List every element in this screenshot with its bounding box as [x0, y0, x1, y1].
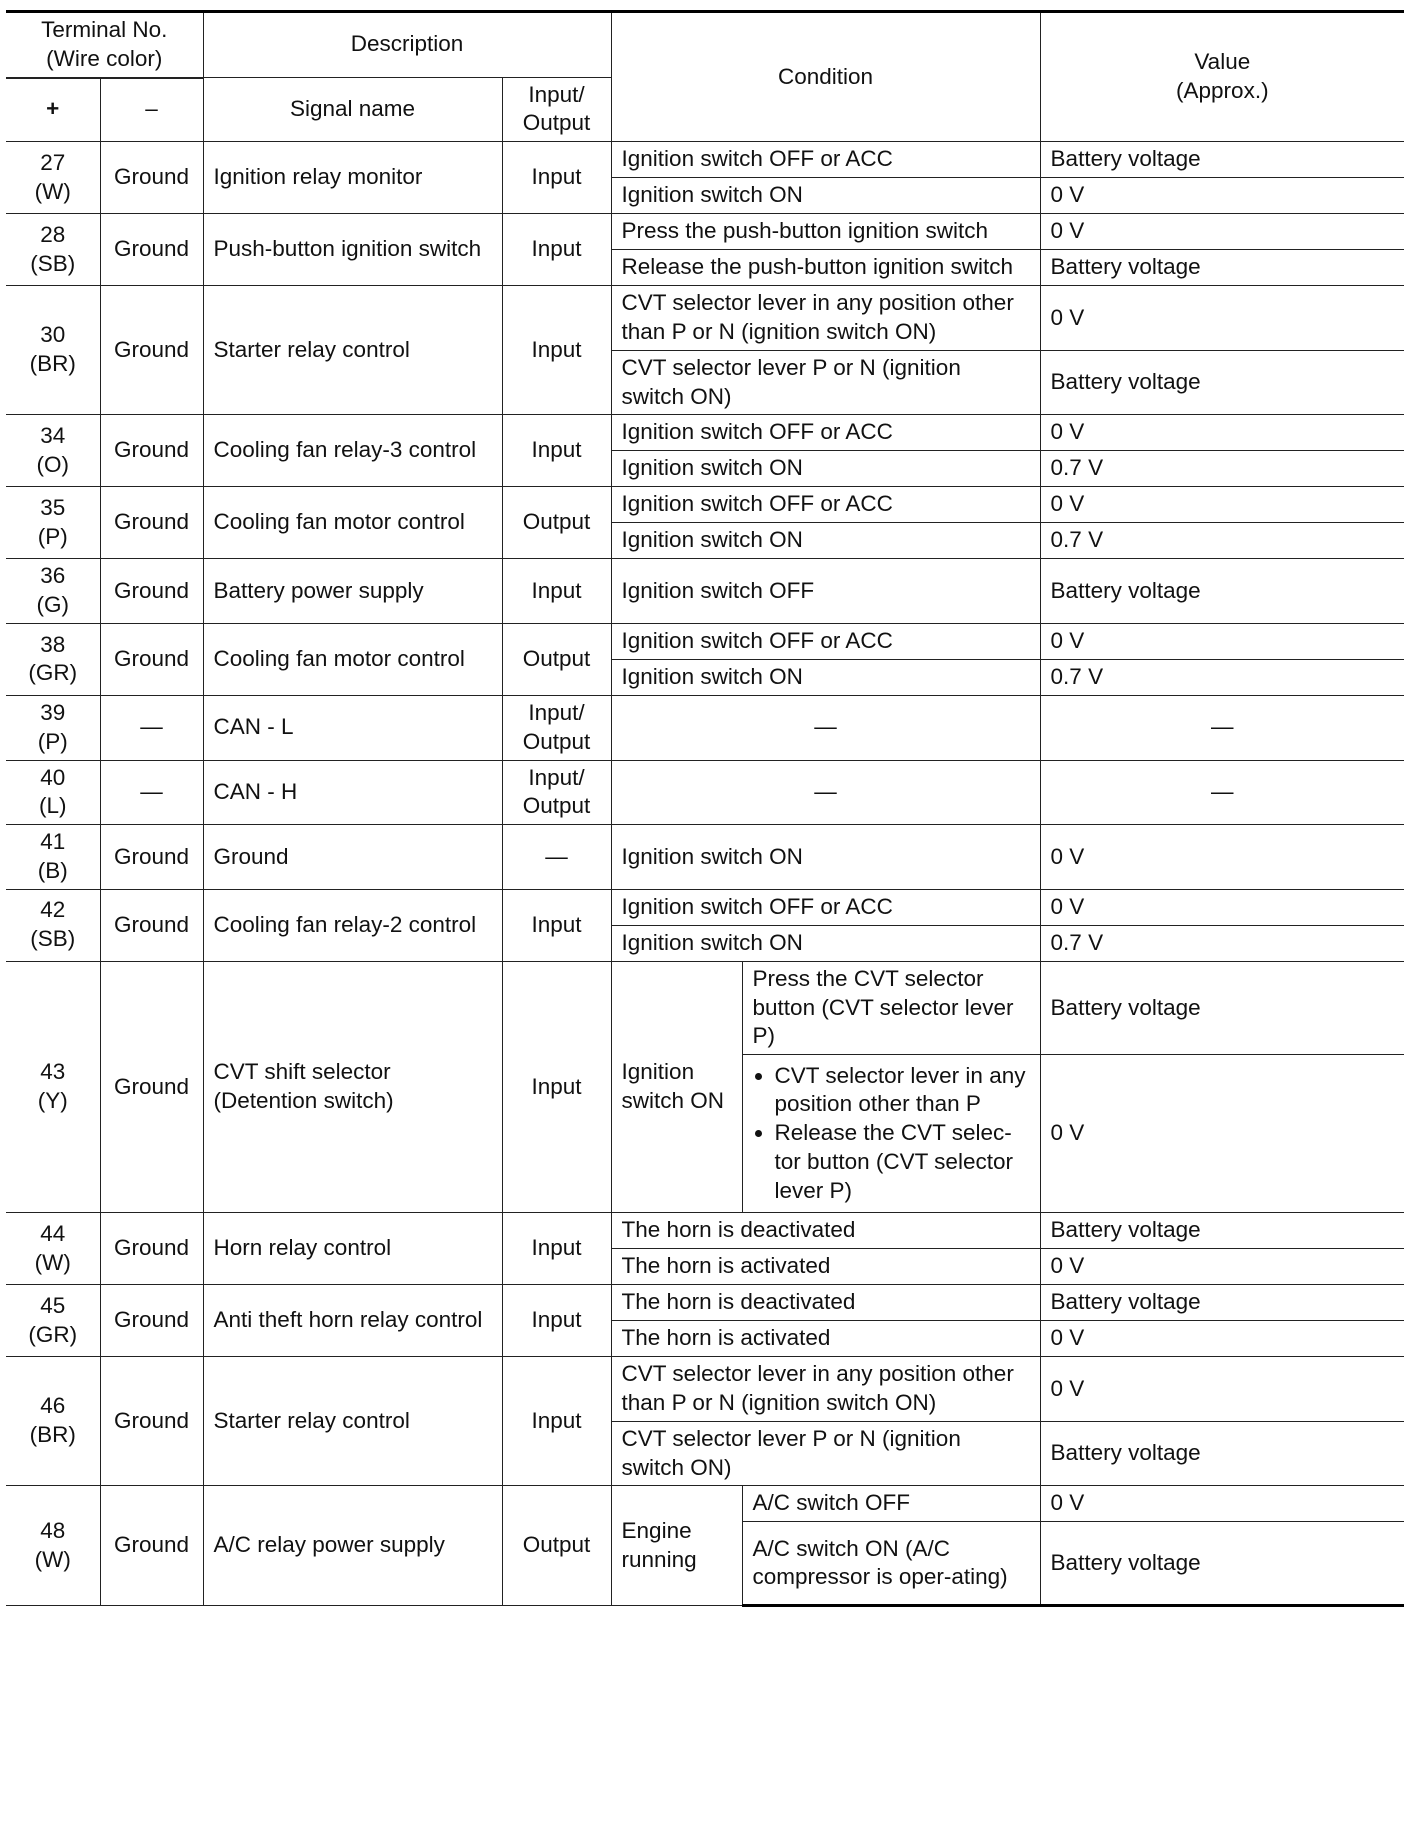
- signal-name-cell: Cooling fan motor control: [203, 623, 502, 695]
- table-row: [6, 1357, 1404, 1422]
- table-row: [6, 415, 1404, 451]
- condition-cell: The horn is activated: [611, 1249, 1040, 1285]
- io-cell: Output: [502, 487, 611, 559]
- wire-color: (Y): [37, 1087, 68, 1113]
- table-row: [6, 1213, 1404, 1249]
- wire-color: (GR): [28, 660, 78, 686]
- wire-color: (BR): [29, 351, 76, 377]
- condition-bullet-list: [753, 1062, 1030, 1206]
- condition-cell: A/C switch OFF: [742, 1486, 1040, 1522]
- io-cell: Output: [502, 1486, 611, 1606]
- value-cell: —: [1040, 760, 1404, 825]
- condition-cell: A/C switch ON (A/C compressor is oper-ating): [742, 1522, 1040, 1606]
- value-cell: 0 V: [1040, 487, 1404, 523]
- signal-name-cell: Starter relay control: [203, 1357, 502, 1486]
- value-cell: 0 V: [1040, 825, 1404, 890]
- terminal-number: 27: [40, 149, 66, 175]
- terminal-number: 41: [40, 829, 66, 855]
- condition-cell: Ignition switch OFF or ACC: [611, 142, 1040, 178]
- condition-cell: Ignition switch OFF or ACC: [611, 415, 1040, 451]
- table-row: [6, 889, 1404, 925]
- minus-terminal-cell: Ground: [100, 487, 203, 559]
- wire-color: (W): [34, 1546, 71, 1572]
- wire-color: (W): [34, 1249, 71, 1275]
- value-cell: Battery voltage: [1040, 961, 1404, 1054]
- io-cell: Input: [502, 142, 611, 214]
- condition-cell: Ignition switch ON: [611, 659, 1040, 695]
- condition-cell: Press the push-button ignition switch: [611, 214, 1040, 250]
- table-row: [6, 487, 1404, 523]
- minus-terminal-cell: Ground: [100, 889, 203, 961]
- value-cell: Battery voltage: [1040, 1421, 1404, 1486]
- table-row: [6, 214, 1404, 250]
- condition-cell: Ignition switch ON: [611, 178, 1040, 214]
- minus-terminal-cell: Ground: [100, 286, 203, 415]
- condition-cell: Ignition switch OFF or ACC: [611, 889, 1040, 925]
- value-cell: Battery voltage: [1040, 350, 1404, 415]
- table-row: [6, 825, 1404, 890]
- minus-terminal-cell: Ground: [100, 559, 203, 624]
- terminal-no-cell: [6, 214, 100, 286]
- signal-name-cell: Ground: [203, 825, 502, 890]
- value-cell: 0 V: [1040, 1357, 1404, 1422]
- terminal-number: 34: [40, 423, 66, 449]
- wire-color: (O): [36, 451, 69, 477]
- io-cell: Input: [502, 961, 611, 1212]
- condition-cell: CVT selector lever in any position other than P or N (ignition switch ON): [611, 1357, 1040, 1422]
- signal-name-cell: Push-button ignition switch: [203, 214, 502, 286]
- table-row: [6, 286, 1404, 351]
- terminal-spec-table: [6, 10, 1404, 1607]
- terminal-no-cell: [6, 286, 100, 415]
- io-cell: Input: [502, 1213, 611, 1285]
- value-cell: Battery voltage: [1040, 1522, 1404, 1606]
- value-cell: 0 V: [1040, 178, 1404, 214]
- minus-terminal-cell: Ground: [100, 961, 203, 1212]
- terminal-number: 44: [40, 1220, 66, 1246]
- io-cell: Input: [502, 1357, 611, 1486]
- value-cell: 0.7 V: [1040, 523, 1404, 559]
- wire-color: (BR): [29, 1422, 76, 1448]
- condition-cell: —: [611, 760, 1040, 825]
- terminal-no-header: Terminal No. (Wire color): [6, 12, 203, 78]
- wire-color: (G): [36, 592, 69, 618]
- io-cell: Input: [502, 214, 611, 286]
- io-cell: Input/ Output: [502, 695, 611, 760]
- condition-cell: The horn is deactivated: [611, 1213, 1040, 1249]
- terminal-no-cell: [6, 415, 100, 487]
- condition-cell: Ignition switch OFF or ACC: [611, 623, 1040, 659]
- signal-name-cell: Cooling fan relay-2 control: [203, 889, 502, 961]
- signal-name-cell: Cooling fan relay-3 control: [203, 415, 502, 487]
- terminal-number: 36: [40, 563, 66, 589]
- minus-terminal-cell: Ground: [100, 1285, 203, 1357]
- condition-cell: Ignition switch ON: [611, 523, 1040, 559]
- terminal-no-cell: [6, 760, 100, 825]
- signal-name-cell: Ignition relay monitor: [203, 142, 502, 214]
- minus-terminal-cell: Ground: [100, 825, 203, 890]
- minus-terminal-cell: Ground: [100, 415, 203, 487]
- minus-terminal-cell: Ground: [100, 214, 203, 286]
- condition-cell: Ignition switch ON: [611, 451, 1040, 487]
- signal-name-cell: Horn relay control: [203, 1213, 502, 1285]
- condition-cell: Ignition switch ON: [611, 925, 1040, 961]
- value-cell: —: [1040, 695, 1404, 760]
- value-cell: 0.7 V: [1040, 451, 1404, 487]
- condition-cell: The horn is deactivated: [611, 1285, 1040, 1321]
- table-row: [6, 695, 1404, 760]
- terminal-number: 43: [40, 1059, 66, 1085]
- io-cell: Input: [502, 286, 611, 415]
- wire-color: (W): [34, 178, 71, 204]
- value-cell: Battery voltage: [1040, 559, 1404, 624]
- minus-terminal-cell: Ground: [100, 623, 203, 695]
- condition-header: Condition: [611, 12, 1040, 142]
- terminal-no-cell: [6, 623, 100, 695]
- minus-terminal-cell: —: [100, 760, 203, 825]
- wire-color: (P): [37, 523, 68, 549]
- table-row: [6, 623, 1404, 659]
- wire-color: (GR): [28, 1321, 78, 1347]
- value-cell: 0 V: [1040, 889, 1404, 925]
- condition-bullet: • CVT selector lever in any position other than P: [775, 1062, 1030, 1120]
- value-cell: 0 V: [1040, 1249, 1404, 1285]
- minus-terminal-cell: Ground: [100, 142, 203, 214]
- terminal-number: 35: [40, 495, 66, 521]
- table-row: [6, 142, 1404, 178]
- minus-terminal-cell: Ground: [100, 1486, 203, 1606]
- condition-bullet: • Release the CVT selec-tor button (CVT selector lever P): [775, 1119, 1030, 1205]
- terminal-number: 40: [40, 764, 66, 790]
- terminal-no-cell: [6, 889, 100, 961]
- minus-header: –: [100, 78, 203, 142]
- terminal-number: 38: [40, 631, 66, 657]
- table-row: [6, 1285, 1404, 1321]
- signal-name-cell: Battery power supply: [203, 559, 502, 624]
- io-cell: Input: [502, 415, 611, 487]
- minus-terminal-cell: Ground: [100, 1357, 203, 1486]
- table-row: [6, 961, 1404, 1054]
- terminal-no-cell: [6, 695, 100, 760]
- terminal-number: 39: [40, 699, 66, 725]
- value-cell: 0 V: [1040, 1321, 1404, 1357]
- wire-color: (P): [37, 728, 68, 754]
- wire-color: (L): [39, 793, 67, 819]
- condition-cell: CVT selector lever P or N (ignition switch ON): [611, 1421, 1040, 1486]
- minus-terminal-cell: —: [100, 695, 203, 760]
- terminal-no-cell: [6, 487, 100, 559]
- terminal-number: 42: [40, 897, 66, 923]
- signal-name-cell: CAN - H: [203, 760, 502, 825]
- signal-name-cell: A/C relay power supply: [203, 1486, 502, 1606]
- value-cell: 0.7 V: [1040, 925, 1404, 961]
- condition-cell: —: [611, 695, 1040, 760]
- condition-cell: CVT selector lever P or N (ignition switch ON): [611, 350, 1040, 415]
- value-cell: 0 V: [1040, 415, 1404, 451]
- signal-name-cell: CAN - L: [203, 695, 502, 760]
- io-cell: Output: [502, 623, 611, 695]
- terminal-number: 28: [40, 221, 66, 247]
- io-cell: Input: [502, 1285, 611, 1357]
- value-cell: Battery voltage: [1040, 250, 1404, 286]
- condition-group-cell: Ignition switch ON: [611, 961, 742, 1212]
- condition-cell: Ignition switch OFF or ACC: [611, 487, 1040, 523]
- terminal-number: 48: [40, 1518, 66, 1544]
- table-row: [6, 1486, 1404, 1522]
- io-cell: —: [502, 825, 611, 890]
- wire-color: (SB): [30, 926, 76, 952]
- value-cell: 0 V: [1040, 1055, 1404, 1213]
- terminal-number: 46: [40, 1393, 66, 1419]
- condition-cell: Release the push-button ignition switch: [611, 250, 1040, 286]
- table-body: [6, 142, 1404, 1606]
- value-cell: Battery voltage: [1040, 1285, 1404, 1321]
- terminal-no-cell: [6, 1486, 100, 1606]
- plus-header: +: [6, 78, 100, 142]
- terminal-number: 45: [40, 1292, 66, 1318]
- value-cell: Battery voltage: [1040, 1213, 1404, 1249]
- io-cell: Input: [502, 559, 611, 624]
- condition-cell: Ignition switch ON: [611, 825, 1040, 890]
- value-cell: 0.7 V: [1040, 659, 1404, 695]
- terminal-no-cell: [6, 1285, 100, 1357]
- signal-name-cell: CVT shift selector (Detention switch): [203, 961, 502, 1212]
- condition-cell: Press the CVT selector button (CVT selector lever P): [742, 961, 1040, 1054]
- signal-name-cell: Anti theft horn relay control: [203, 1285, 502, 1357]
- value-cell: 0 V: [1040, 1486, 1404, 1522]
- terminal-no-cell: [6, 961, 100, 1212]
- value-cell: Battery voltage: [1040, 142, 1404, 178]
- signal-name-cell: Starter relay control: [203, 286, 502, 415]
- terminal-no-cell: [6, 142, 100, 214]
- condition-cell: Ignition switch OFF: [611, 559, 1040, 624]
- minus-terminal-cell: Ground: [100, 1213, 203, 1285]
- signal-name-header: Signal name: [203, 77, 502, 142]
- wire-color: (B): [37, 857, 68, 883]
- value-cell: 0 V: [1040, 623, 1404, 659]
- description-header: Description: [203, 12, 611, 78]
- wire-color: (SB): [30, 250, 76, 276]
- condition-cell: CVT selector lever in any position other than P or N (ignition switch ON): [611, 286, 1040, 351]
- terminal-number: 30: [40, 322, 66, 348]
- io-header: Input/ Output: [502, 77, 611, 142]
- condition-cell: [742, 1055, 1040, 1213]
- io-cell: Input: [502, 889, 611, 961]
- terminal-no-cell: [6, 825, 100, 890]
- value-cell: 0 V: [1040, 214, 1404, 250]
- value-header: Value (Approx.): [1040, 12, 1404, 142]
- table-row: [6, 760, 1404, 825]
- condition-cell: The horn is activated: [611, 1321, 1040, 1357]
- terminal-no-cell: [6, 559, 100, 624]
- condition-group-cell: Engine running: [611, 1486, 742, 1606]
- terminal-no-cell: [6, 1357, 100, 1486]
- io-cell: Input/ Output: [502, 760, 611, 825]
- table-row: [6, 559, 1404, 624]
- value-cell: 0 V: [1040, 286, 1404, 351]
- signal-name-cell: Cooling fan motor control: [203, 487, 502, 559]
- terminal-no-cell: [6, 1213, 100, 1285]
